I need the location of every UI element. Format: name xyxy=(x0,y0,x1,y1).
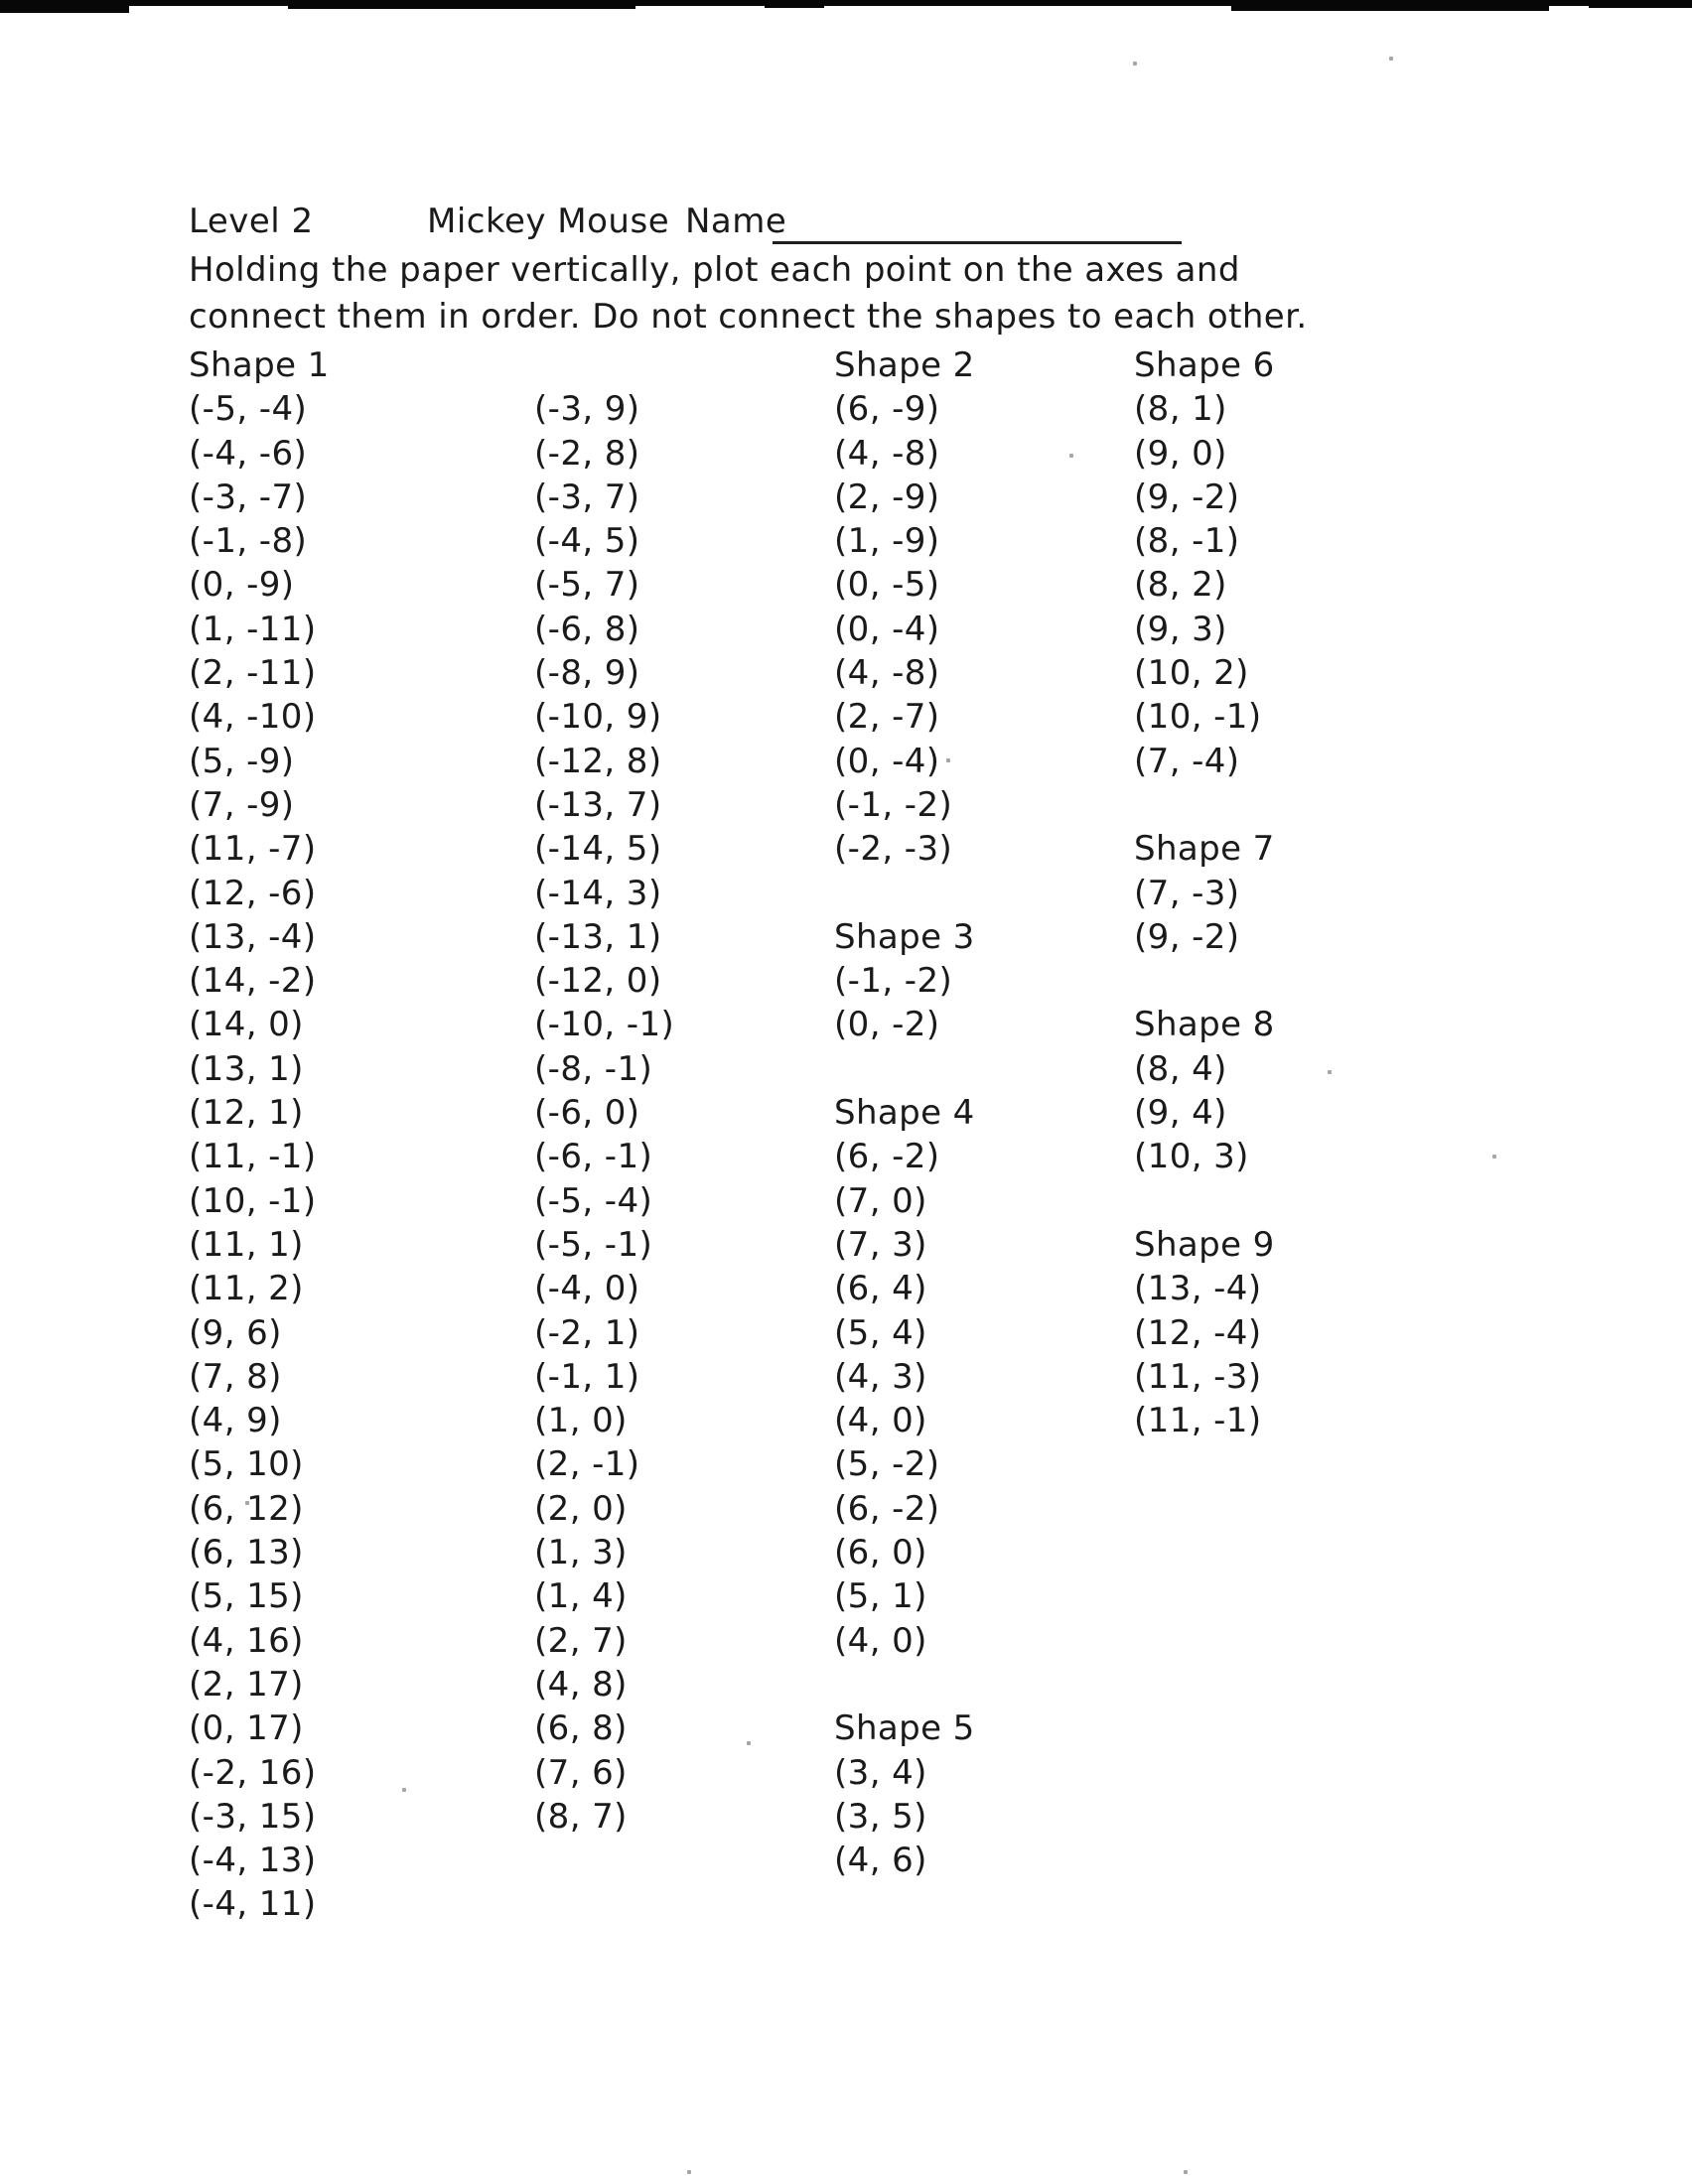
coordinate-point: (-10, 9) xyxy=(534,697,662,738)
coordinate-point: (4, -8) xyxy=(834,433,940,474)
coordinate-point: (4, 9) xyxy=(189,1401,282,1441)
coordinate-point: (14, 0) xyxy=(189,1005,304,1045)
shape-header: Shape 8 xyxy=(1134,1005,1275,1045)
coordinate-point: (-2, -3) xyxy=(834,829,953,870)
coordinate-point: (-12, 8) xyxy=(534,741,662,781)
coordinate-point: (6, 13) xyxy=(189,1533,304,1573)
coordinate-point: (4, 0) xyxy=(834,1620,927,1661)
coordinate-point: (0, -9) xyxy=(189,565,295,606)
coordinate-point: (5, 4) xyxy=(834,1312,927,1353)
coordinate-point: (4, 6) xyxy=(834,1841,927,1881)
scan-speck xyxy=(1328,1070,1332,1074)
coordinate-point: (-14, 5) xyxy=(534,829,662,870)
coordinate-point: (-4, 11) xyxy=(189,1884,317,1925)
shape-header: Shape 3 xyxy=(834,916,975,957)
coordinate-point: (1, 3) xyxy=(534,1533,628,1573)
scan-edge-blob xyxy=(0,0,129,13)
coordinate-point: (4, -8) xyxy=(834,653,940,694)
coordinate-point: (-4, 5) xyxy=(534,521,640,562)
coordinate-point: (-1, -2) xyxy=(834,961,953,1002)
coordinate-point: (5, 15) xyxy=(189,1576,304,1617)
coordinate-point: (11, -7) xyxy=(189,829,317,870)
coordinate-point: (-3, -7) xyxy=(189,477,308,517)
coordinate-point: (-4, 0) xyxy=(534,1269,640,1309)
scan-edge-blob xyxy=(1589,0,1692,8)
coordinate-point: (2, -11) xyxy=(189,653,317,694)
coordinate-point: (11, -3) xyxy=(1134,1356,1262,1397)
scan-speck xyxy=(1069,454,1073,458)
coordinate-point: (-14, 3) xyxy=(534,873,662,913)
coordinate-point: (7, 0) xyxy=(834,1180,927,1221)
scan-edge-blob xyxy=(765,0,824,8)
scan-speck xyxy=(1389,57,1393,61)
coordinate-point: (2, -9) xyxy=(834,477,940,517)
coordinate-point: (6, -2) xyxy=(834,1137,940,1177)
coordinate-point: (8, 4) xyxy=(1134,1048,1227,1089)
coordinate-point: (5, 1) xyxy=(834,1576,927,1617)
coordinate-point: (7, -9) xyxy=(189,784,295,825)
coordinate-point: (4, 8) xyxy=(534,1664,628,1705)
coordinate-point: (13, -4) xyxy=(1134,1269,1262,1309)
instructions-line-1: Holding the paper vertically, plot each point on the axes and xyxy=(189,250,1240,290)
coordinate-point: (12, -4) xyxy=(1134,1312,1262,1353)
scan-edge-blob xyxy=(288,0,635,9)
coordinate-point: (-1, -8) xyxy=(189,521,308,562)
scan-speck xyxy=(747,1741,751,1745)
coordinate-point: (0, -4) xyxy=(834,741,940,781)
coordinate-point: (-5, -1) xyxy=(534,1224,653,1265)
coordinate-point: (9, 0) xyxy=(1134,433,1227,474)
coordinate-point: (1, -11) xyxy=(189,609,317,649)
coordinate-point: (-12, 0) xyxy=(534,961,662,1002)
coordinate-point: (12, -6) xyxy=(189,873,317,913)
coordinate-point: (-5, -4) xyxy=(534,1180,653,1221)
coordinate-column-3 xyxy=(834,343,975,1882)
coordinate-point: (-2, 8) xyxy=(534,433,640,474)
coordinate-point: (1, -9) xyxy=(834,521,940,562)
coordinate-point: (-10, -1) xyxy=(534,1005,675,1045)
name-label: Name xyxy=(685,202,787,241)
coordinate-point: (9, 3) xyxy=(1134,609,1227,649)
coordinate-point: (11, 2) xyxy=(189,1269,304,1309)
coordinate-point: (4, 0) xyxy=(834,1401,927,1441)
coordinate-point: (5, -2) xyxy=(834,1444,940,1485)
coordinate-point: (7, 8) xyxy=(189,1356,282,1397)
coordinate-point: (4, -10) xyxy=(189,697,317,738)
coordinate-point: (-3, 9) xyxy=(534,389,640,430)
coordinate-point: (-13, 7) xyxy=(534,784,662,825)
coordinate-point: (-3, 7) xyxy=(534,477,640,517)
coordinate-point: (-5, 7) xyxy=(534,565,640,606)
worksheet-level: Level 2 xyxy=(189,202,314,241)
shape-header: Shape 9 xyxy=(1134,1224,1275,1265)
coordinate-point: (-6, -1) xyxy=(534,1137,653,1177)
coordinate-point: (6, 0) xyxy=(834,1533,927,1573)
coordinate-point: (6, -2) xyxy=(834,1488,940,1529)
coordinate-point: (0, -2) xyxy=(834,1005,940,1045)
coordinate-point: (-1, -2) xyxy=(834,784,953,825)
shape-header: Shape 4 xyxy=(834,1093,975,1134)
shape-header: Shape 5 xyxy=(834,1708,975,1749)
coordinate-point: (9, -2) xyxy=(1134,477,1240,517)
coordinate-point: (-6, 0) xyxy=(534,1093,640,1134)
coordinate-point: (-4, 13) xyxy=(189,1841,317,1881)
coordinate-point: (-2, 16) xyxy=(189,1752,317,1793)
shape-header xyxy=(534,343,674,387)
coordinate-point: (-3, 15) xyxy=(189,1796,317,1837)
scan-speck xyxy=(402,1788,406,1792)
shape-header: Shape 1 xyxy=(189,345,330,385)
coordinate-point: (9, 4) xyxy=(1134,1093,1227,1134)
coordinate-column-2 xyxy=(534,343,674,1839)
coordinate-point: (2, 7) xyxy=(534,1620,628,1661)
coordinate-point: (10, -1) xyxy=(189,1180,317,1221)
coordinate-point: (7, 3) xyxy=(834,1224,927,1265)
name-underline xyxy=(773,241,1182,244)
shape-header: Shape 6 xyxy=(1134,345,1275,385)
instructions xyxy=(189,247,1308,340)
coordinate-point: (5, -9) xyxy=(189,741,295,781)
coordinate-point: (4, 3) xyxy=(834,1356,927,1397)
coordinate-point: (11, -1) xyxy=(1134,1401,1262,1441)
coordinate-point: (11, -1) xyxy=(189,1137,317,1177)
coordinate-point: (7, -3) xyxy=(1134,873,1240,913)
coordinate-point: (-6, 8) xyxy=(534,609,640,649)
coordinate-point: (2, 0) xyxy=(534,1488,628,1529)
coordinate-point: (-8, -1) xyxy=(534,1048,653,1089)
coordinate-point: (6, 4) xyxy=(834,1269,927,1309)
coordinate-point: (-1, 1) xyxy=(534,1356,640,1397)
coordinate-point: (10, -1) xyxy=(1134,697,1262,738)
coordinate-point: (12, 1) xyxy=(189,1093,304,1134)
coordinate-point: (14, -2) xyxy=(189,961,317,1002)
coordinate-point: (3, 5) xyxy=(834,1796,927,1837)
coordinate-point: (7, 6) xyxy=(534,1752,628,1793)
coordinate-point: (8, 1) xyxy=(1134,389,1227,430)
coordinate-point: (8, 2) xyxy=(1134,565,1227,606)
coordinate-point: (13, 1) xyxy=(189,1048,304,1089)
coordinate-point: (-8, 9) xyxy=(534,653,640,694)
scan-speck xyxy=(1133,62,1137,66)
coordinate-point: (0, -5) xyxy=(834,565,940,606)
shape-header: Shape 2 xyxy=(834,345,975,385)
coordinate-point: (0, 17) xyxy=(189,1708,304,1749)
coordinate-point: (8, -1) xyxy=(1134,521,1240,562)
coordinate-point: (2, -1) xyxy=(534,1444,640,1485)
coordinate-point: (10, 3) xyxy=(1134,1137,1249,1177)
coordinate-point: (0, -4) xyxy=(834,609,940,649)
coordinate-column-4 xyxy=(1134,343,1275,1442)
coordinate-point: (-13, 1) xyxy=(534,916,662,957)
instructions-line-2: connect them in order. Do not connect the shapes to each other. xyxy=(189,296,1308,337)
coordinate-point: (-4, -6) xyxy=(189,433,308,474)
coordinate-point: (4, 16) xyxy=(189,1620,304,1661)
coordinate-point: (11, 1) xyxy=(189,1224,304,1265)
scan-edge-blob xyxy=(1231,0,1549,11)
coordinate-column-1 xyxy=(189,343,330,1927)
coordinate-point: (6, -9) xyxy=(834,389,940,430)
shape-header: Shape 7 xyxy=(1134,829,1275,870)
scan-speck xyxy=(1184,2170,1188,2174)
coordinate-point: (3, 4) xyxy=(834,1752,927,1793)
coordinate-point: (6, 12) xyxy=(189,1488,304,1529)
coordinate-point: (1, 4) xyxy=(534,1576,628,1617)
coordinate-point: (2, -7) xyxy=(834,697,940,738)
coordinate-point: (1, 0) xyxy=(534,1401,628,1441)
coordinate-point: (13, -4) xyxy=(189,916,317,957)
coordinate-point: (-5, -4) xyxy=(189,389,308,430)
scan-speck xyxy=(1492,1155,1496,1159)
scan-speck xyxy=(687,2170,691,2174)
worksheet-title: Mickey Mouse xyxy=(427,202,670,241)
coordinate-point: (6, 8) xyxy=(534,1708,628,1749)
coordinate-point: (2, 17) xyxy=(189,1664,304,1705)
coordinate-point: (9, -2) xyxy=(1134,916,1240,957)
coordinate-point: (8, 7) xyxy=(534,1796,628,1837)
coordinate-point: (9, 6) xyxy=(189,1312,282,1353)
coordinate-point: (5, 10) xyxy=(189,1444,304,1485)
coordinate-point: (10, 2) xyxy=(1134,653,1249,694)
coordinate-point: (-2, 1) xyxy=(534,1312,640,1353)
coordinate-point: (7, -4) xyxy=(1134,741,1240,781)
